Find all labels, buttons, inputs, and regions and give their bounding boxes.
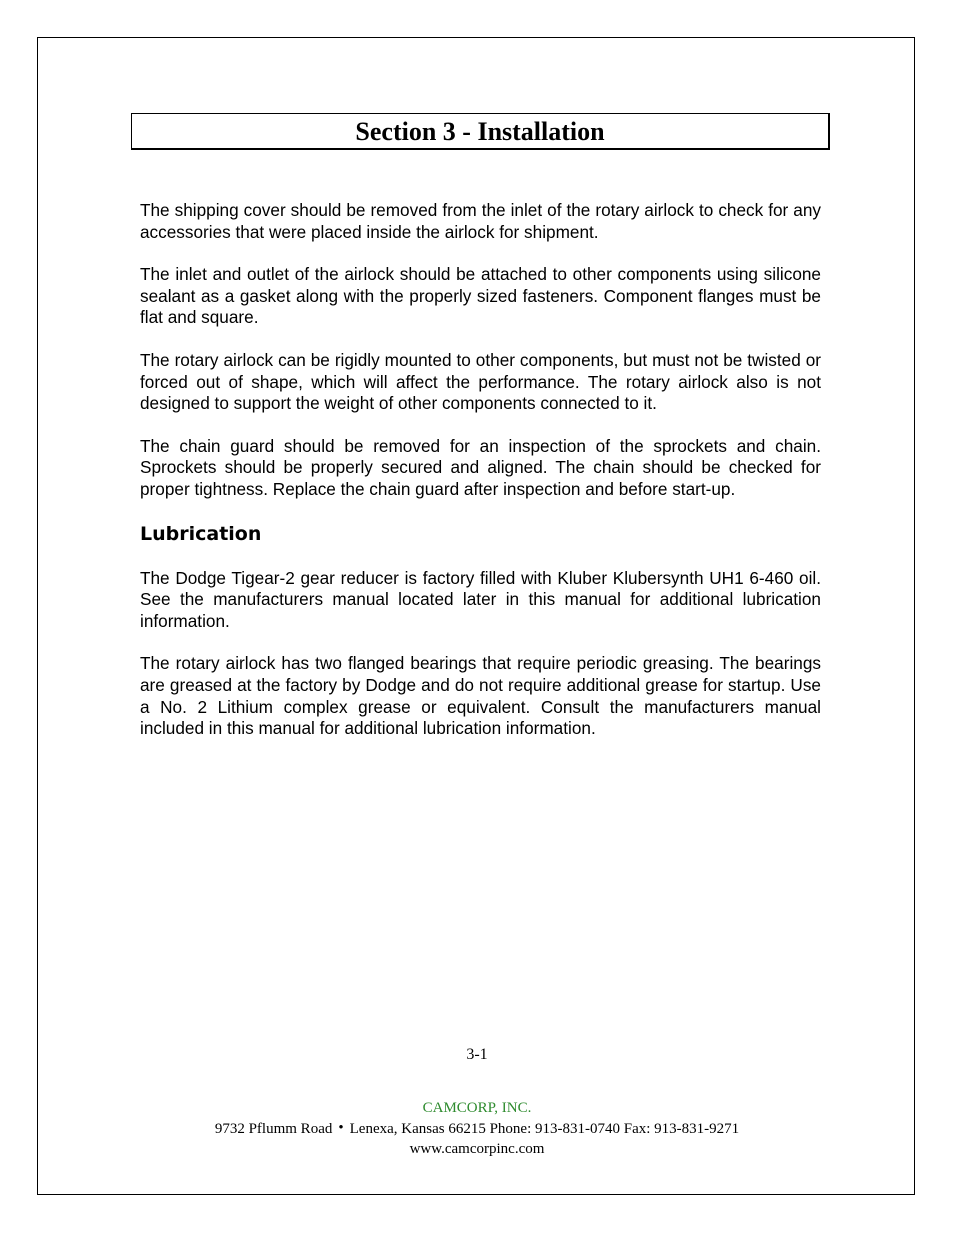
paragraph-shipping-cover: The shipping cover should be removed from the inlet of the rotary airlock to check for any accessories that were placed inside the airlock for shipment. <box>140 200 821 242</box>
footer-website: www.camcorpinc.com <box>409 1141 545 1157</box>
footer-company-name: CAMCORP, INC. <box>422 1100 532 1116</box>
footer-address-line <box>0 1118 954 1139</box>
paragraph-gear-reducer: The Dodge Tigear-2 gear reducer is factory filled with Kluber Klubersynth UH1 6-460 oil. See the manufacturers manual located later in this manual for additional lubrication information. <box>140 567 821 631</box>
paragraph-chain-guard: The chain guard should be removed for an inspection of the sprockets and chain. Sprockets should be properly secured and aligned. The chain should be checked for proper tightness. Replace the chain guard after inspection and before start-up. <box>140 435 821 499</box>
page-number: 3-1 <box>466 1046 488 1063</box>
section-title: Section 3 - Installation <box>355 117 605 146</box>
lubrication-heading: Lubrication <box>140 522 262 545</box>
footer-street: 9732 Pflumm Road <box>214 1121 333 1137</box>
paragraph-inlet-outlet: The inlet and outlet of the airlock should be attached to other components using silicone sealant as a gasket along with the properly sized fasteners. Component flanges must be flat and square. <box>140 264 821 328</box>
bullet-separator-icon: • <box>338 1120 344 1136</box>
paragraph-bearings: The rotary airlock has two flanged bearings that require periodic greasing. The bearings are greased at the factory by Dodge and do not require additional grease for startup. Use a No. 2 Lithium complex grease or equivalent. Consult the manufacturers manual included in this manual for additional lubrication information. <box>140 653 821 739</box>
paragraph-mounting: The rotary airlock can be rigidly mounted to other components, but must not be twisted or forced out of shape, which will affect the performance. The rotary airlock also is not designed to support the weight of other components connected to it. <box>140 349 821 414</box>
footer-city-contact: Lenexa, Kansas 66215 Phone: 913-831-0740 Fax: 913-831-9271 <box>349 1121 740 1137</box>
footer <box>0 1098 954 1159</box>
main-content <box>140 200 821 761</box>
section-title-box <box>131 113 830 150</box>
